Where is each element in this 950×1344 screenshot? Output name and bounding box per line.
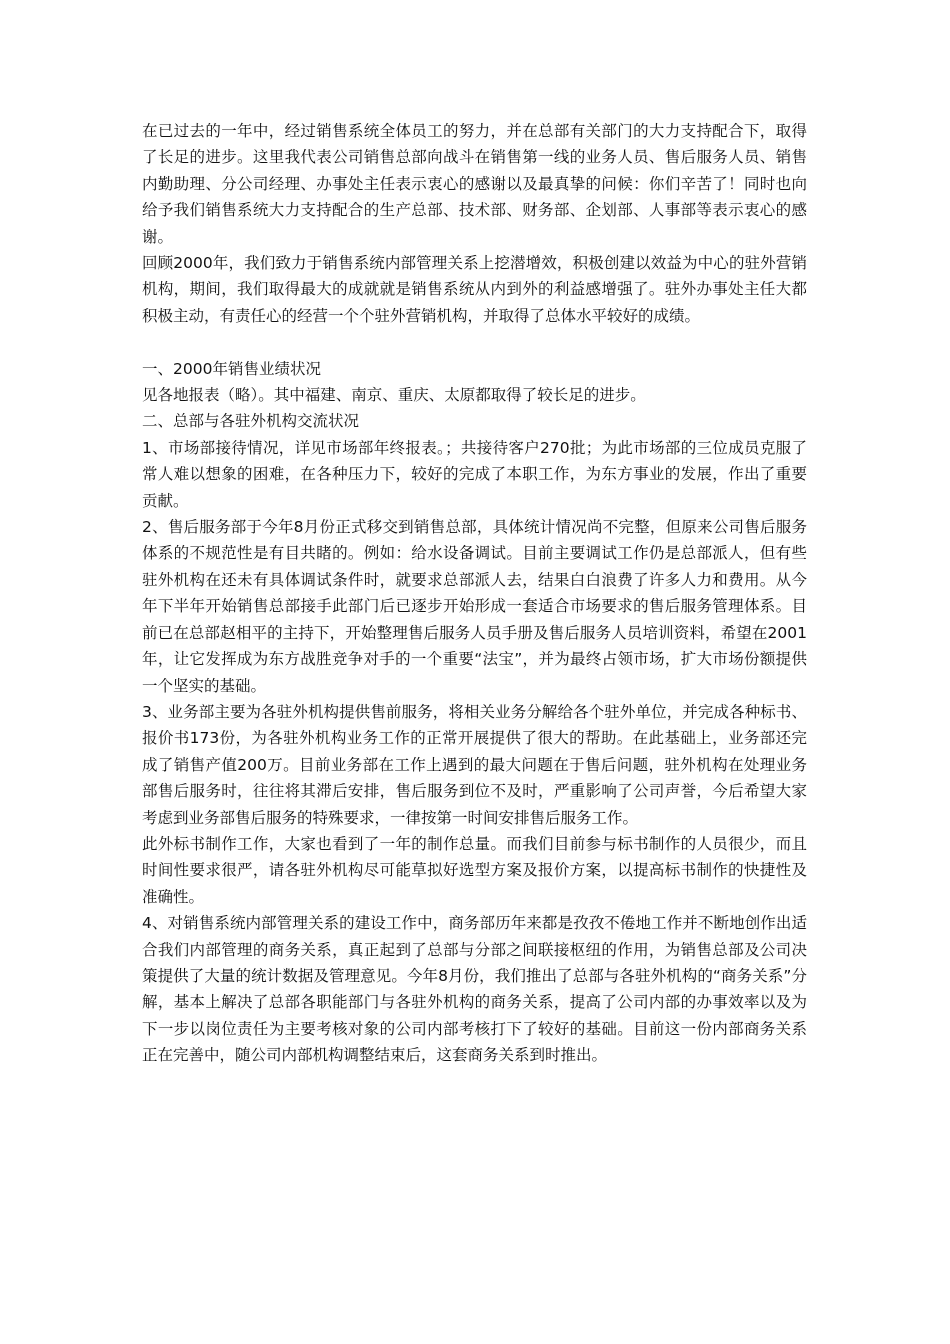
section-1-heading: 一、2000年销售业绩状况	[142, 359, 321, 378]
intro-paragraph-2: 回顾2000年，我们致力于销售系统内部管理关系上挖潜增效，积极创建以效益为中心的驻外营销机构，期间，我们取得最大的成就就是销售系统从内到外的利益感增强了。驻外办事处主任大都积极主动，有责任心的经营一个个驻外营销机构，并取得了总体水平较好的成绩。	[142, 254, 807, 325]
document-body	[142, 118, 807, 1069]
list-item-3-continued: 此外标书制作工作，大家也看到了一年的制作总量。而我们目前参与标书制作的人员很少，而且时间性要求很严，请各驻外机构尽可能草拟好选型方案及报价方案，以提高标书制作的快捷性及准确性。	[142, 834, 807, 906]
list-item-2: 2、售后服务部于今年8月份正式移交到销售总部，具体统计情况尚不完整，但原来公司售后服务体系的不规范性是有目共睹的。例如：给水设备调试。目前主要调试工作仍是总部派人，但有些驻外机构在还未有具体调试条件时，就要求总部派人去，结果白白浪费了许多人力和费用。从今年下半年开始销售总部接手此部门后已逐步开始形成一套适合市场要求的售后服务管理体系。目前已在总部赵相平的主持下，开始整理售后服务人员手册及售后服务人员培训资料，希望在2001年，让它发挥成为东方战胜竞争对手的一个重要“法宝”，并为最终占领市场，扩大市场份额提供一个坚实的基础。	[142, 518, 807, 695]
list-item-4: 4、对销售系统内部管理关系的建设工作中，商务部历年来都是孜孜不倦地工作并不断地创作出适合我们内部管理的商务关系，真正起到了总部与分部之间联接枢纽的作用，为销售总部及公司决策提供了大量的统计数据及管理意见。今年8月份，我们推出了总部与各驻外机构的“商务关系”分解，基本上解决了总部各职能部门与各驻外机构的商务关系，提高了公司内部的办事效率以及为下一步以岗位责任为主要考核对象的公司内部考核打下了较好的基础。目前这一份内部商务关系正在完善中，随公司内部机构调整结束后，这套商务关系到时推出。	[142, 914, 807, 1065]
list-item-3: 3、业务部主要为各驻外机构提供售前服务，将相关业务分解给各个驻外单位，并完成各种标书、报价书173份，为各驻外机构业务工作的正常开展提供了很大的帮助。在此基础上，业务部还完成了销售产值200万。目前业务部在工作上遇到的最大问题在于售后问题，驻外机构在处理业务部售后服务时，往往将其滞后安排，售后服务到位不及时，严重影响了公司声誉，今后希望大家考虑到业务部售后服务的特殊要求，一律按第一时间安排售后服务工作。	[142, 702, 807, 827]
list-item-1: 1、市场部接待情况，详见市场部年终报表。；共接待客户270批；为此市场部的三位成员克服了常人难以想象的困难，在各种压力下，较好的完成了本职工作，为东方事业的发展，作出了重要贡献。	[142, 438, 807, 510]
intro-paragraph-1: 在已过去的一年中，经过销售系统全体员工的努力，并在总部有关部门的大力支持配合下，取得了长足的进步。这里我代表公司销售总部向战斗在销售第一线的业务人员、售后服务人员、销售内勤助理、分公司经理、办事处主任表示衷心的感谢以及最真挚的问候：你们辛苦了！同时也向给予我们销售系统大力支持配合的生产总部、技术部、财务部、企划部、人事部等表示衷心的感谢。	[142, 122, 807, 246]
section-1-text: 见各地报表（略）。其中福建、南京、重庆、太原都取得了较长足的进步。	[142, 386, 646, 405]
blank-line	[142, 329, 807, 355]
section-2-heading: 二、总部与各驻外机构交流状况	[142, 412, 360, 431]
